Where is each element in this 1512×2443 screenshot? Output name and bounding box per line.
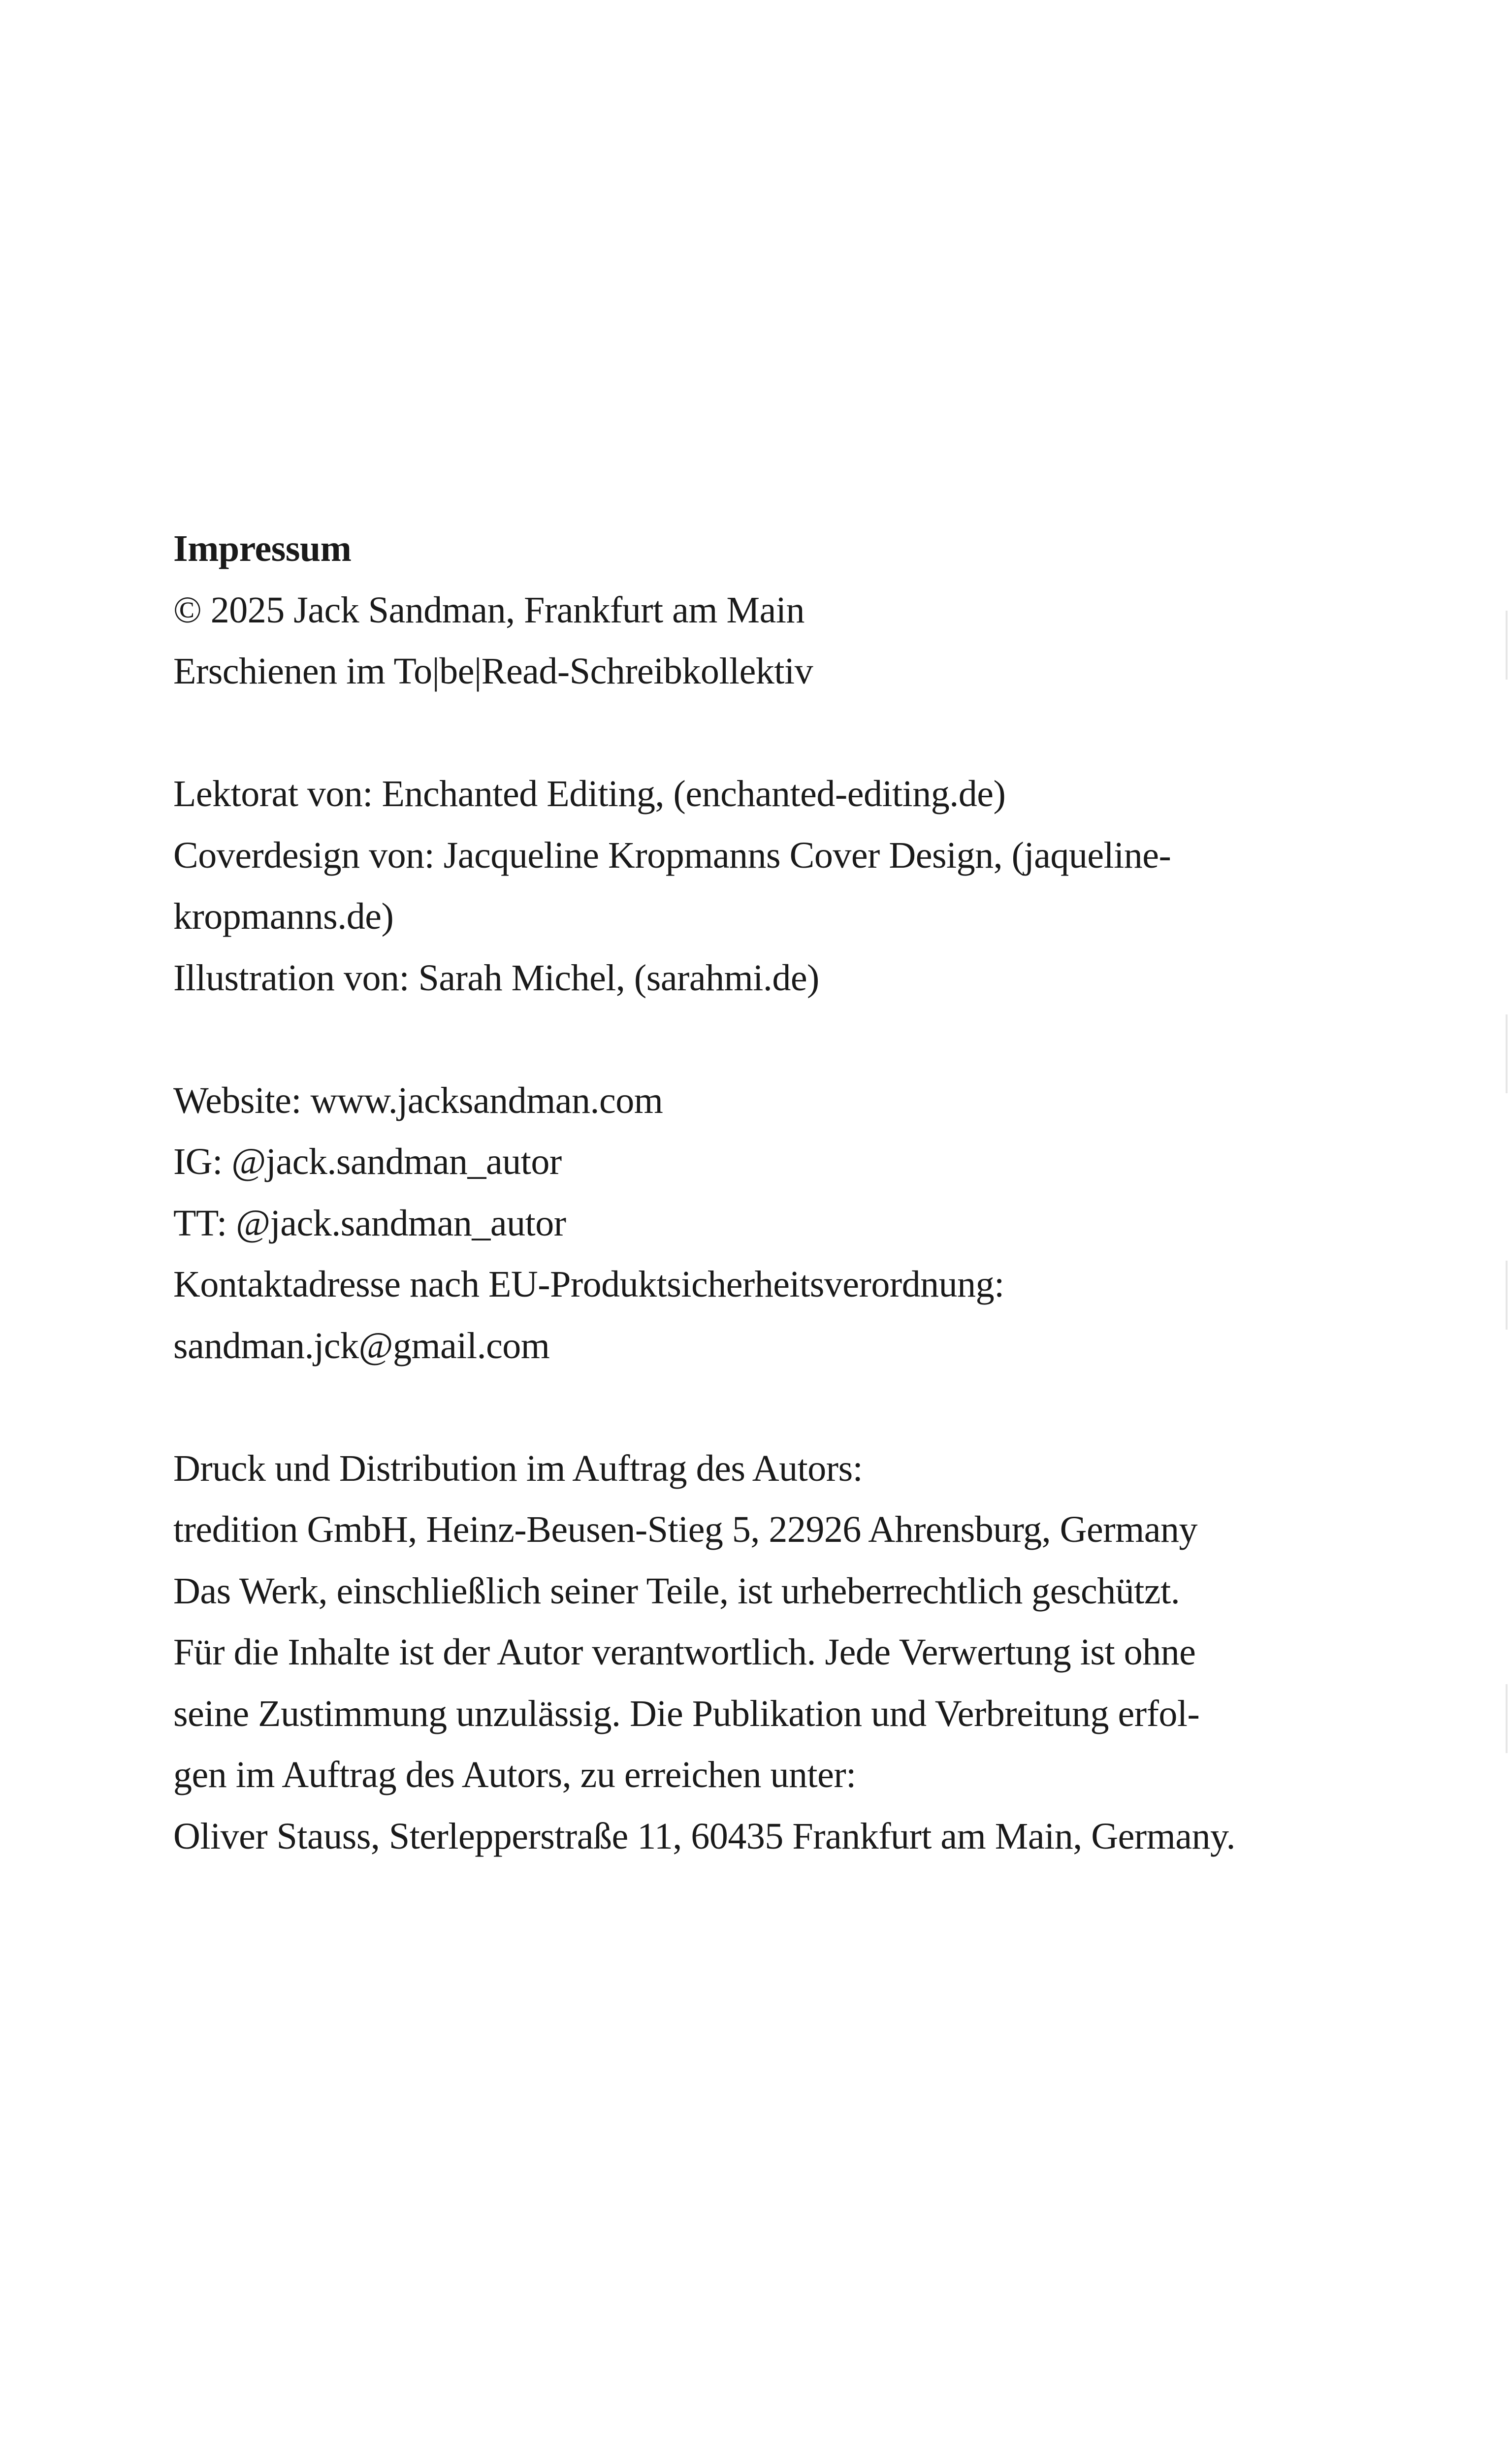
legal-line-2: tredition GmbH, Heinz-Beusen-Stieg 5, 22926 Ahrensburg, Germany xyxy=(173,1509,1197,1550)
legal-line-4: Für die Inhalte ist der Autor verantwortlich. Jede Verwertung ist ohne xyxy=(173,1631,1196,1673)
page-edge-mark xyxy=(1506,611,1508,680)
imprint-block xyxy=(173,518,1355,1867)
paragraph-gap xyxy=(173,1376,1355,1438)
paragraph-gap xyxy=(173,1009,1355,1070)
website-line: Website: www.jacksandman.com xyxy=(173,1079,663,1121)
contact-email: sandman.jck@gmail.com xyxy=(173,1325,550,1367)
publisher-line: Erschienen im To|be|Read-Schreibkollektiv xyxy=(173,651,813,692)
instagram-line: IG: @jack.sandman_autor xyxy=(173,1141,562,1182)
legal-line-1: Druck und Distribution im Auftrag des Autors: xyxy=(173,1447,863,1489)
page-edge-mark xyxy=(1506,1684,1508,1753)
paragraph-gap xyxy=(173,702,1355,764)
cover-credit-line-2: kropmanns.de) xyxy=(173,896,394,937)
legal-line-5: seine Zustimmung unzulässig. Die Publikation und Verbreitung erfol- xyxy=(173,1693,1200,1734)
cover-credit-line-1: Coverdesign von: Jacqueline Kropmanns Cover Design, (jaqueline- xyxy=(173,834,1171,876)
page-edge-mark xyxy=(1506,1261,1508,1330)
copyright-line: © 2025 Jack Sandman, Frankfurt am Main xyxy=(173,589,804,631)
editing-credit: Lektorat von: Enchanted Editing, (enchanted-editing.de) xyxy=(173,773,1006,814)
tiktok-line: TT: @jack.sandman_autor xyxy=(173,1202,566,1244)
legal-line-3: Das Werk, einschließlich seiner Teile, ist urheberrechtlich geschützt. xyxy=(173,1570,1180,1612)
imprint-title: Impressum xyxy=(173,528,352,569)
eu-contact-label: Kontaktadresse nach EU-Produktsicherheitsverordnung: xyxy=(173,1264,1004,1305)
legal-line-6: gen im Auftrag des Autors, zu erreichen unter: xyxy=(173,1754,856,1795)
page-edge-mark xyxy=(1506,1014,1508,1093)
illustration-credit: Illustration von: Sarah Michel, (sarahmi.de) xyxy=(173,957,819,999)
legal-line-7: Oliver Stauss, Sterlepperstraße 11, 60435 Frankfurt am Main, Germany. xyxy=(173,1815,1236,1857)
